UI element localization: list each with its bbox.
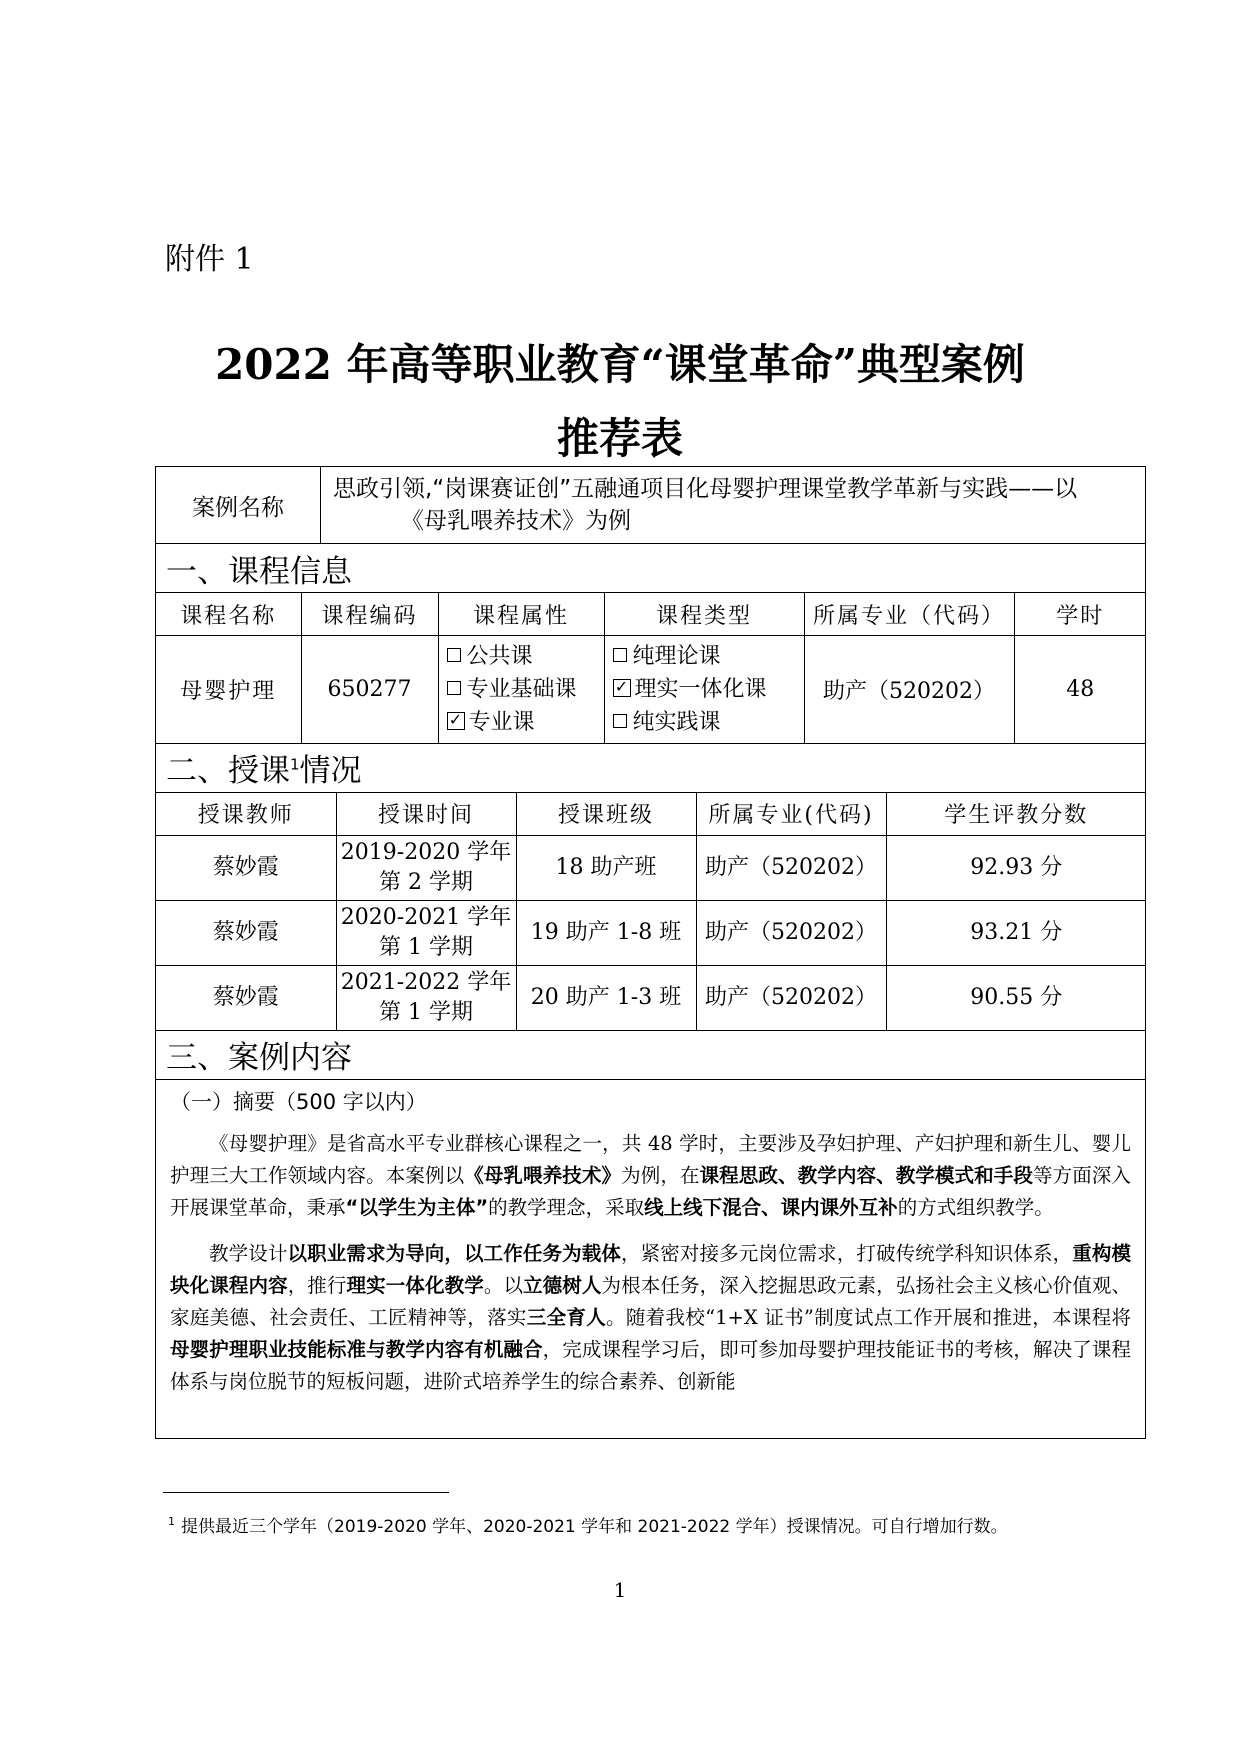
abstract-title: （一）摘要（500 字以内） [170,1089,427,1114]
course-header-name: 课程名称 [156,593,301,636]
course-info-table [156,593,1146,743]
unchecked-box-icon [613,648,627,662]
attr-option-major[interactable]: ✓ 专业课 [447,706,604,739]
abstract-paragraph-2: 教学设计以职业需求为导向，以工作任务为载体，紧密对接多元岗位需求，打破传统学科知识体系，重构模块化课程内容，推行理实一体化教学。以立德树人为根本任务，深入挖掘思政元素，弘扬社会主义核心价值观、家庭美德、社会责任、工匠精神等，落实三全育人。随着我校“1+X 证书”制度试点工作开展和推进，本课程将母婴护理职业技能标准与教学内容有机融合，完成课程学习后，即可参加母婴护理技能证书的考核，解决了课程体系与岗位脱节的短板问题，进阶式培养学生的综合素养、创新能 [170,1241,1131,1393]
teach-header-major: 所属专业(代码) [696,793,886,836]
teach-class: 19 助产 1-8 班 [516,900,696,965]
footnote: $^1$ 提供最近三个学年（2019-2020 学年、2020-2021 学年和 2021-2022 学年）授课情况。可自行增加行数。 [168,1515,1008,1537]
teach-header-time: 授课时间 [336,793,516,836]
case-name-line-1: 思政引领,“岗课赛证创”五融通项目化母婴护理课堂教学革新与实践——以 [333,476,1078,502]
teach-score: 93.21 分 [886,900,1146,965]
teacher: 蔡妙霞 [156,900,336,965]
course-info-block [156,593,1146,744]
teacher: 蔡妙霞 [156,965,336,1030]
document-subtitle: 推荐表 [556,414,683,463]
case-name-label: 案例名称 [156,467,321,544]
attachment-label: 附件 1 [165,242,254,277]
course-type-options [604,636,804,743]
course-major: 助产（520202） [804,636,1014,743]
teach-time: 2020-2021 学年 第 1 学期 [336,900,516,965]
course-hours: 48 [1014,636,1146,743]
teach-header-teacher: 授课教师 [156,793,336,836]
course-header-type: 课程类型 [604,593,804,636]
teach-time: 2019-2020 学年 第 2 学期 [336,835,516,900]
course-header-major: 所属专业（代码） [804,593,1014,636]
unchecked-box-icon [613,714,627,728]
teach-major: 助产（520202） [696,900,886,965]
course-header-attr: 课程属性 [438,593,604,636]
section-case-content: 三、案例内容 [156,1030,1146,1079]
teacher: 蔡妙霞 [156,835,336,900]
section-course-info: 一、课程信息 [156,544,1146,593]
teach-time: 2021-2022 学年 第 1 学期 [336,965,516,1030]
abstract-paragraph-1: 《母婴护理》是省高水平专业群核心课程之一，共 48 学时，主要涉及孕妇护理、产妇护理和新生儿、婴儿护理三大工作领域内容。本案例以《母乳喂养技术》为例，在课程思政、教学内容、教学模式和手段等方面深入开展课堂革命，秉承“以学生为主体”的教学理念，采取线上线下混合、课内课外互补的方式组织教学。 [170,1131,1131,1219]
document-title: 2022 年高等职业教育“课堂革命”典型案例 [215,340,1025,389]
unchecked-box-icon [447,648,461,662]
teach-score: 92.93 分 [886,835,1146,900]
course-attr-options [438,636,604,743]
checked-box-icon: ✓ [447,712,465,730]
teaching-block [156,792,1146,1030]
table-row [156,900,1146,965]
teach-major: 助产（520202） [696,835,886,900]
case-name-line-2: 《母乳喂养技术》为例 [401,508,631,534]
teaching-table [156,793,1146,1030]
table-row [156,965,1146,1030]
type-option-integrated[interactable]: ✓ 理实一体化课 [613,673,804,706]
type-option-theory[interactable]: 纯理论课 [613,640,804,673]
unchecked-box-icon [447,681,461,695]
attr-option-public[interactable]: 公共课 [447,640,604,673]
course-code: 650277 [301,636,438,743]
section-teaching: 二、授课$^1$情况 [156,743,1146,792]
case-content-body [156,1079,1146,1438]
teach-header-score: 学生评教分数 [886,793,1146,836]
teach-header-class: 授课班级 [516,793,696,836]
teach-score: 90.55 分 [886,965,1146,1030]
course-header-code: 课程编码 [301,593,438,636]
checked-box-icon: ✓ [613,679,631,697]
table-row [156,835,1146,900]
footnote-text: 提供最近三个学年（2019-2020 学年、2020-2021 学年和 2021-2022 学年）授课情况。可自行增加行数。 [181,1517,1008,1537]
teach-major: 助产（520202） [696,965,886,1030]
teach-class: 18 助产班 [516,835,696,900]
teach-class: 20 助产 1-3 班 [516,965,696,1030]
recommendation-form [155,466,1146,1439]
attr-option-foundation[interactable]: 专业基础课 [447,673,604,706]
page-number: 1 [613,1578,627,1602]
course-name: 母婴护理 [156,636,301,743]
footnote-ref: 1 [290,755,300,774]
course-header-hours: 学时 [1014,593,1146,636]
case-name-value [321,467,1146,544]
footnote-separator [163,1492,449,1493]
type-option-practice[interactable]: 纯实践课 [613,706,804,739]
